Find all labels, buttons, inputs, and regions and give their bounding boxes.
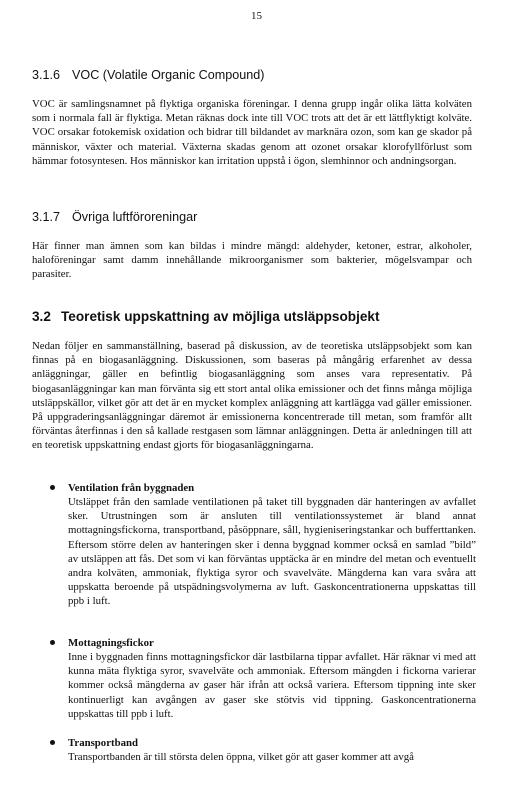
section-heading-3-1-7 <box>32 210 197 224</box>
bullet-icon <box>50 640 55 645</box>
bullet-icon <box>50 740 55 745</box>
list-item-text: Utsläppet från den samlade ventilationen på taket till byggnaden där hanteringen av avfallet sker. Utrustningen som är ansluten till ventilationssystemet är bland annat mottagningsfickorna, transportband, påsöppnare, såll, hygieniseringstankar och bufferttanken. Eftersom större delen av hanteringen sker i denna byggnad kommer också en samlad ”bild” av utsläppen att fås. Det som vi kan förväntas upptäcka är en mindre del metan och eventuellt andra kolväten, ammoniak, flyktiga syror och svavelväte. Mängderna kan vara svåra att uppskatta beroende på utspädningsvolymerna av luft. Gaskoncentrationerna uppskattas till ppb i luft. <box>68 496 476 608</box>
section-number: 3.1.6 <box>32 68 61 82</box>
bullet-icon <box>50 485 55 490</box>
list-item-text: Transportbanden är till största delen öppna, vilket gör att gaser kommer att avgå <box>68 751 414 763</box>
page-number: 15 <box>251 10 262 22</box>
section-title: VOC (Volatile Organic Compound) <box>72 68 265 82</box>
section-number: 3.2 <box>32 309 51 324</box>
list-item-title: Ventilation från byggnaden <box>68 482 195 494</box>
section-heading-3-2 <box>32 309 380 324</box>
section-title: Övriga luftföroreningar <box>72 210 198 224</box>
section-heading-3-1-6 <box>32 68 265 82</box>
list-item-title: Transportband <box>68 737 139 749</box>
list-item-text: Inne i byggnaden finns mottagningsfickor där lastbilarna tippar avfallet. Här räknar vi med att kunna mäta flyktiga syror, svavelväte och ammoniak. Eftersom mängden i fickorna varierar kommer också mängderna av gaser här ifrån att också variera. Eftersom tippning inte sker kontinuerligt kan avgången av gaser ske stötvis vid tippning. Gaskoncentrationerna uppskattas till ppb i luft. <box>68 651 476 720</box>
section-paragraph: Här finner man ämnen som kan bildas i mindre mängd: aldehyder, ketoner, estrar, alkoholer, haloföreningar samt damm innehållande mikroorganismer som bakterier, mögelsvampar och parasiter. <box>32 240 472 281</box>
section-title: Teoretisk uppskattning av möjliga utsläppsobjekt <box>61 309 380 324</box>
section-number: 3.1.7 <box>32 210 61 224</box>
list-item-title: Mottagningsfickor <box>68 637 154 649</box>
section-paragraph: Nedan följer en sammanställning, baserad på diskussion, av de teoretiska utsläppsobjekt som kan finnas på en biogasanläggning. Diskussionen, som baseras på mångårig erfarenhet av dessa anläggningar, gäller en befintlig biogasanläggning som anses vara representativ. På biogasanläggningar kan man förvänta sig ett stort antal olika emissioner och det finns många möjliga utsläppskällor, vilket gör att det är en mycket komplex anläggning att kartlägga vad gäller emissioner. På uppgraderingsanläggningar däremot är emissionerna koncentrerade till metan, som framför allt förväntas återfinnas i den så kallade restgasen som lämnar anläggningen. Detta är anledningen till att en teoretisk uppskattning endast gjorts för biogasanläggningarna. <box>32 340 472 452</box>
section-paragraph: VOC är samlingsnamnet på flyktiga organiska föreningar. I denna grupp ingår olika lätta kolväten som i normala fall är flyktiga. Metan räknas dock inte till VOC trots att det är ett lättflyktigt kolväte. VOC orsakar fotokemisk oxidation och bidrar till bildandet av marknära ozon, som kan ge skador på människor, växter och material. Växterna skadas genom att ozonet orsakar klorofyllförlust som hämmar fotosyntesen. Hos människor kan irritation uppstå i ögon, slemhinnor och andningsorgan. <box>32 98 472 167</box>
